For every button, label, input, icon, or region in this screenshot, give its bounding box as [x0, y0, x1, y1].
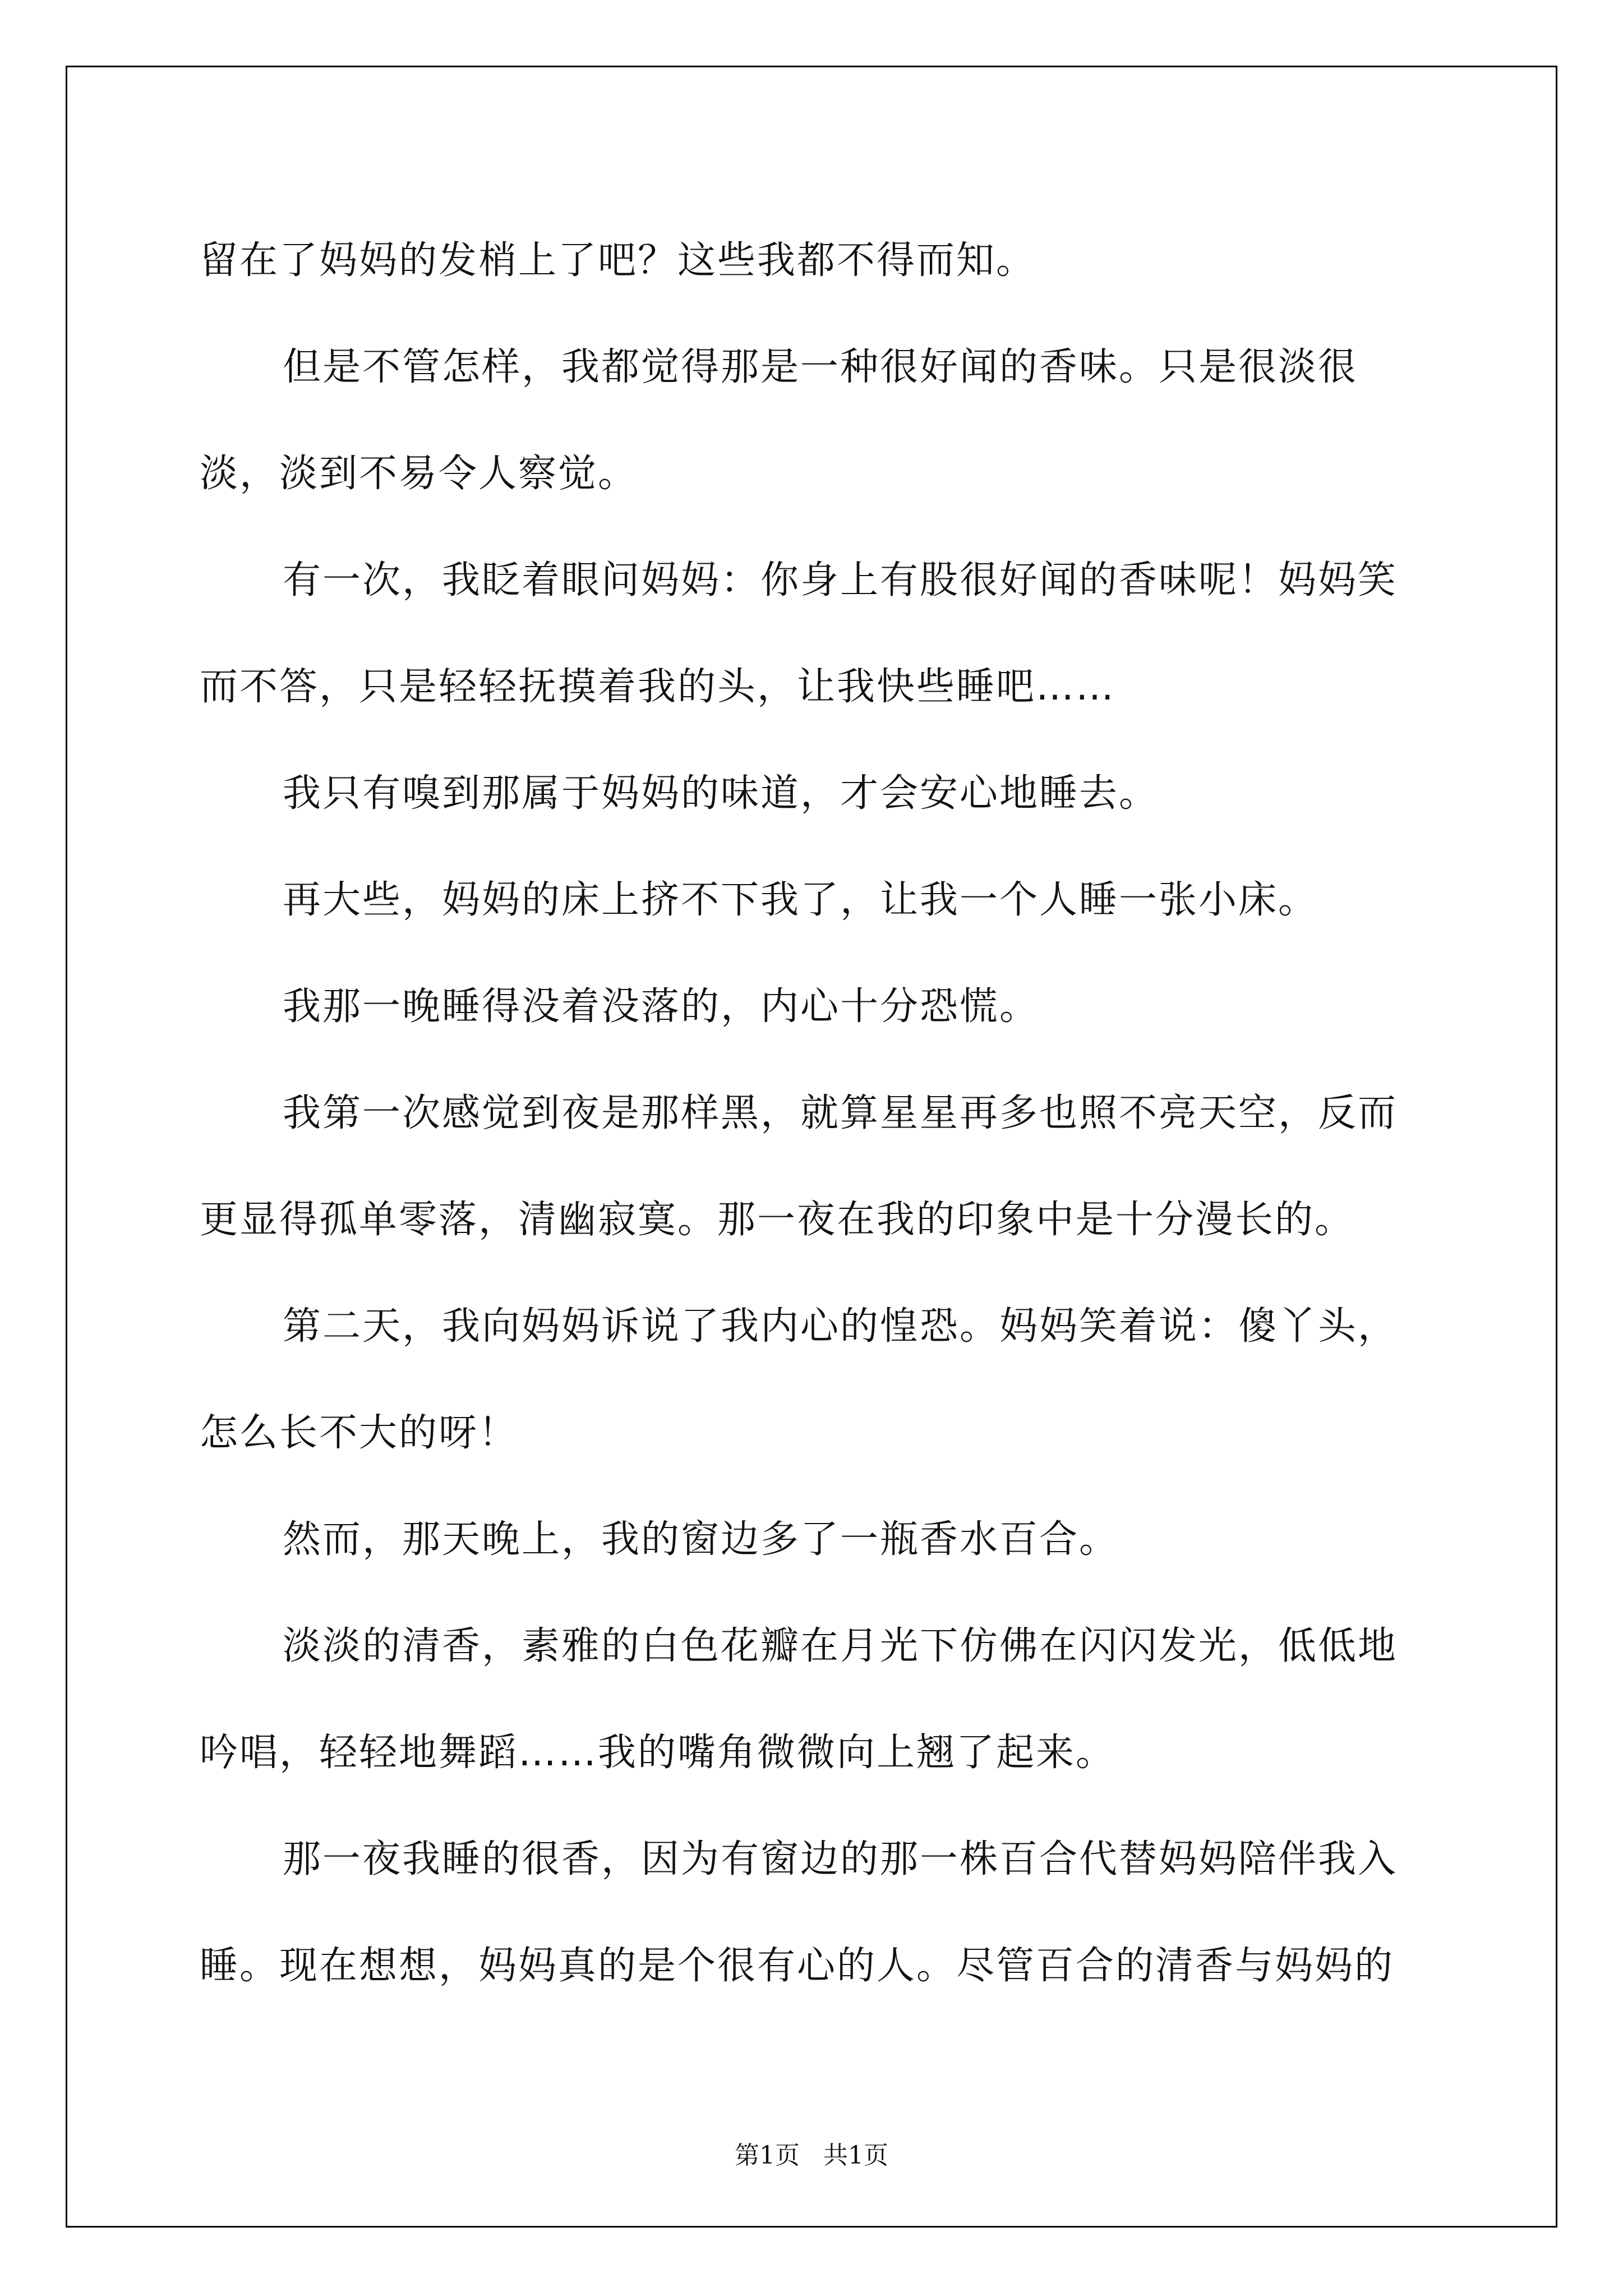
paragraph: 但是不管怎样，我都觉得那是一种很好闻的香味。只是很淡很淡，淡到不易令人察觉。	[200, 345, 1358, 496]
paragraph: 我只有嗅到那属于妈妈的味道，才会安心地睡去。	[283, 771, 1159, 816]
document-body	[200, 208, 1433, 2019]
paragraph: 淡淡的清香，素雅的白色花瓣在月光下仿佛在闪闪发光，低低地吟唱，轻轻地舞蹈……我的嘴角微微向上翘了起来。	[200, 1624, 1398, 1775]
paragraph: 有一次，我眨着眼问妈妈：你身上有股很好闻的香味呢！妈妈笑而不答，只是轻轻抚摸着我的头，让我快些睡吧……	[200, 558, 1398, 709]
page-footer	[0, 2135, 1623, 2171]
page-total: 共1页	[823, 2141, 888, 2170]
paragraph: 再大些，妈妈的床上挤不下我了，让我一个人睡一张小床。	[283, 878, 1318, 922]
paragraph: 第二天，我向妈妈诉说了我内心的惶恐。妈妈笑着说：傻丫头，怎么长不大的呀！	[200, 1304, 1398, 1455]
page-number: 第1页	[735, 2141, 800, 2170]
paragraph: 留在了妈妈的发梢上了吧？这些我都不得而知。	[200, 238, 1036, 283]
paragraph: 我第一次感觉到夜是那样黑，就算星星再多也照不亮天空，反而更显得孤单零落，清幽寂寞。那一夜在我的印象中是十分漫长的。	[200, 1091, 1398, 1242]
paragraph: 我那一晚睡得没着没落的，内心十分恐慌。	[283, 984, 1040, 1029]
paragraph: 然而，那天晚上，我的窗边多了一瓶香水百合。	[283, 1517, 1119, 1562]
paragraph: 那一夜我睡的很香，因为有窗边的那一株百合代替妈妈陪伴我入睡。现在想想，妈妈真的是个很有心的人。尽管百合的清香与妈妈的	[200, 1837, 1398, 1988]
